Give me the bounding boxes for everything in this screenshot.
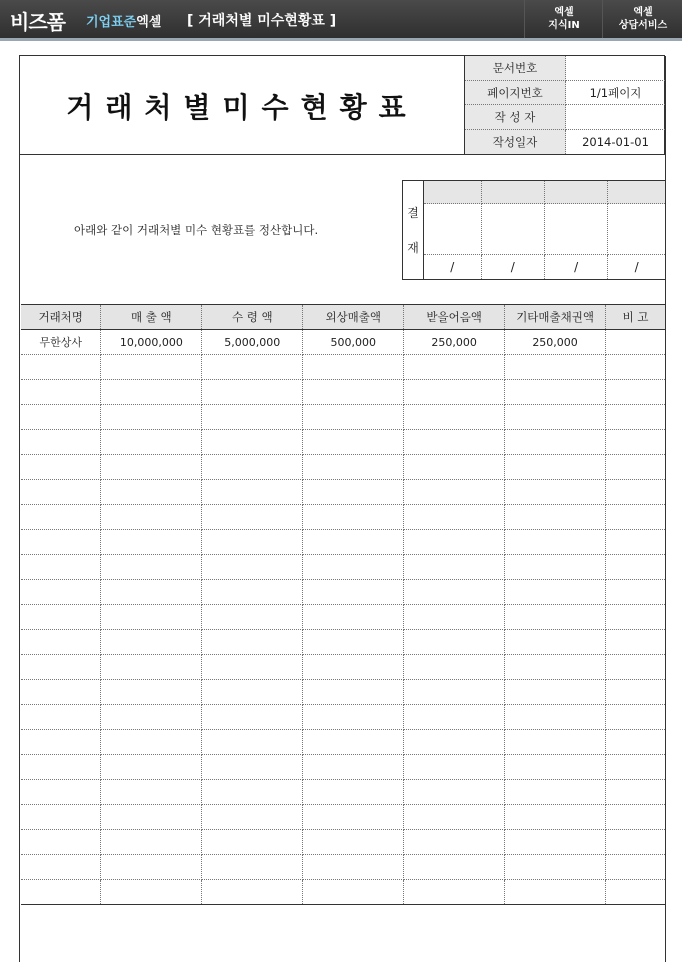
consult-service-button[interactable] bbox=[602, 0, 682, 38]
table-cell[interactable] bbox=[404, 530, 505, 555]
table-cell[interactable] bbox=[303, 555, 404, 580]
table-cell[interactable] bbox=[404, 855, 505, 880]
table-cell[interactable] bbox=[21, 530, 101, 555]
table-cell[interactable] bbox=[303, 855, 404, 880]
table-cell[interactable] bbox=[202, 880, 303, 905]
approval-date-cell[interactable]: / bbox=[544, 255, 607, 280]
table-cell[interactable] bbox=[505, 680, 606, 705]
table-cell[interactable] bbox=[202, 830, 303, 855]
table-cell[interactable] bbox=[21, 755, 101, 780]
table-cell[interactable] bbox=[303, 680, 404, 705]
table-cell[interactable] bbox=[404, 555, 505, 580]
table-cell[interactable] bbox=[21, 630, 101, 655]
meta-value[interactable] bbox=[566, 105, 666, 130]
table-cell[interactable] bbox=[606, 580, 666, 605]
table-cell[interactable] bbox=[101, 430, 202, 455]
table-cell[interactable] bbox=[404, 455, 505, 480]
table-cell[interactable] bbox=[202, 480, 303, 505]
top-bar bbox=[0, 0, 682, 41]
table-cell[interactable] bbox=[606, 630, 666, 655]
table-cell[interactable] bbox=[404, 805, 505, 830]
approval-role-cell[interactable] bbox=[481, 181, 544, 204]
table-cell[interactable] bbox=[202, 730, 303, 755]
approval-date-cell[interactable]: / bbox=[424, 255, 481, 280]
table-cell[interactable] bbox=[404, 580, 505, 605]
table-cell[interactable] bbox=[303, 755, 404, 780]
table-cell[interactable] bbox=[202, 380, 303, 405]
table-cell[interactable] bbox=[303, 655, 404, 680]
table-cell[interactable] bbox=[505, 705, 606, 730]
table-cell[interactable] bbox=[505, 480, 606, 505]
approval-sign-cell[interactable] bbox=[424, 204, 481, 255]
table-row bbox=[21, 855, 666, 880]
table-cell[interactable] bbox=[606, 680, 666, 705]
meta-value[interactable] bbox=[566, 56, 666, 80]
table-cell[interactable] bbox=[202, 505, 303, 530]
table-cell[interactable] bbox=[21, 455, 101, 480]
table-cell[interactable] bbox=[202, 805, 303, 830]
column-header: 수 령 액 bbox=[202, 305, 303, 330]
table-cell[interactable] bbox=[404, 405, 505, 430]
table-row bbox=[21, 355, 666, 380]
table-cell[interactable] bbox=[606, 605, 666, 630]
table-cell[interactable] bbox=[202, 530, 303, 555]
meta-row bbox=[465, 56, 666, 80]
table-row bbox=[21, 605, 666, 630]
table-row bbox=[21, 430, 666, 455]
table-cell[interactable] bbox=[101, 505, 202, 530]
notice-text: 아래와 같이 거래처별 미수 현황표를 정산합니다. bbox=[74, 223, 319, 237]
approval-sign-cell[interactable] bbox=[608, 204, 665, 255]
table-cell[interactable] bbox=[21, 505, 101, 530]
approval-role-cell[interactable] bbox=[544, 181, 607, 204]
table-cell[interactable] bbox=[606, 480, 666, 505]
table-cell[interactable] bbox=[404, 705, 505, 730]
table-cell[interactable] bbox=[202, 430, 303, 455]
table-cell[interactable] bbox=[606, 705, 666, 730]
approval-label-bottom: 재 bbox=[407, 241, 419, 255]
table-cell[interactable] bbox=[606, 755, 666, 780]
column-header: 비 고 bbox=[606, 305, 666, 330]
table-cell[interactable] bbox=[303, 455, 404, 480]
column-header: 매 출 액 bbox=[101, 305, 202, 330]
table-row bbox=[21, 680, 666, 705]
table-cell[interactable] bbox=[101, 555, 202, 580]
table-row bbox=[21, 805, 666, 830]
table-cell[interactable] bbox=[303, 705, 404, 730]
approval-label bbox=[403, 181, 424, 279]
table-cell[interactable] bbox=[202, 455, 303, 480]
table-cell[interactable] bbox=[101, 405, 202, 430]
table-cell[interactable]: 무한상사 bbox=[21, 330, 101, 355]
table-cell[interactable] bbox=[404, 780, 505, 805]
meta-label: 작 성 자 bbox=[465, 105, 566, 130]
table-cell[interactable] bbox=[101, 780, 202, 805]
table-cell[interactable] bbox=[21, 405, 101, 430]
table-row bbox=[21, 405, 666, 430]
table-cell[interactable]: 250,000 bbox=[505, 330, 606, 355]
bizforms-logo[interactable]: 비즈폼 bbox=[10, 10, 65, 34]
approval-table bbox=[424, 181, 665, 279]
table-cell[interactable] bbox=[21, 430, 101, 455]
table-row bbox=[21, 830, 666, 855]
table-cell[interactable] bbox=[101, 530, 202, 555]
column-header: 외상매출액 bbox=[303, 305, 404, 330]
excel-knowledge-line1: 엑셀 bbox=[554, 7, 574, 18]
table-cell[interactable] bbox=[505, 855, 606, 880]
table-cell[interactable] bbox=[606, 730, 666, 755]
table-cell[interactable] bbox=[404, 630, 505, 655]
table-row bbox=[21, 330, 666, 355]
table-cell[interactable] bbox=[101, 655, 202, 680]
table-cell[interactable] bbox=[404, 830, 505, 855]
table-cell[interactable] bbox=[101, 755, 202, 780]
table-row bbox=[21, 555, 666, 580]
table-row bbox=[21, 630, 666, 655]
meta-row bbox=[465, 80, 666, 105]
table-cell[interactable] bbox=[404, 655, 505, 680]
table-cell[interactable] bbox=[303, 480, 404, 505]
table-cell[interactable] bbox=[404, 680, 505, 705]
table-cell[interactable] bbox=[21, 380, 101, 405]
table-row bbox=[21, 480, 666, 505]
table-cell[interactable] bbox=[21, 680, 101, 705]
table-cell[interactable] bbox=[505, 455, 606, 480]
table-cell[interactable] bbox=[303, 505, 404, 530]
approval-box bbox=[402, 180, 666, 280]
table-cell[interactable] bbox=[202, 555, 303, 580]
table-cell[interactable] bbox=[21, 805, 101, 830]
table-cell[interactable] bbox=[505, 630, 606, 655]
table-cell[interactable] bbox=[202, 705, 303, 730]
approval-date-cell[interactable]: / bbox=[608, 255, 665, 280]
table-cell[interactable] bbox=[606, 405, 666, 430]
column-header: 기타매출채권액 bbox=[505, 305, 606, 330]
table-cell[interactable] bbox=[404, 505, 505, 530]
table-cell[interactable] bbox=[404, 880, 505, 905]
table-cell[interactable] bbox=[303, 880, 404, 905]
table-cell[interactable]: 5,000,000 bbox=[202, 330, 303, 355]
table-cell[interactable] bbox=[202, 655, 303, 680]
table-cell[interactable] bbox=[606, 830, 666, 855]
table-cell[interactable] bbox=[505, 655, 606, 680]
table-cell[interactable] bbox=[404, 380, 505, 405]
receivables-table bbox=[21, 304, 666, 905]
table-cell[interactable] bbox=[606, 330, 666, 355]
table-cell[interactable] bbox=[101, 730, 202, 755]
column-header: 거래처명 bbox=[21, 305, 101, 330]
table-cell[interactable] bbox=[505, 355, 606, 380]
table-cell[interactable] bbox=[21, 555, 101, 580]
table-cell[interactable]: 500,000 bbox=[303, 330, 404, 355]
table-cell[interactable]: 10,000,000 bbox=[101, 330, 202, 355]
table-cell[interactable] bbox=[404, 605, 505, 630]
table-cell[interactable] bbox=[606, 430, 666, 455]
table-cell[interactable] bbox=[202, 355, 303, 380]
table-row bbox=[21, 505, 666, 530]
table-cell[interactable] bbox=[101, 480, 202, 505]
table-cell[interactable] bbox=[101, 705, 202, 730]
table-cell[interactable] bbox=[202, 780, 303, 805]
meta-label: 문서번호 bbox=[465, 56, 566, 80]
table-cell[interactable] bbox=[101, 580, 202, 605]
table-cell[interactable] bbox=[606, 530, 666, 555]
table-cell[interactable] bbox=[505, 405, 606, 430]
table-cell[interactable] bbox=[101, 630, 202, 655]
document-meta-table bbox=[464, 56, 665, 154]
table-cell[interactable] bbox=[404, 755, 505, 780]
document-title: [ 거래처별 미수현황표 ] bbox=[187, 13, 337, 29]
subbrand bbox=[86, 11, 161, 30]
table-cell[interactable] bbox=[505, 430, 606, 455]
table-cell[interactable] bbox=[101, 680, 202, 705]
table-cell[interactable] bbox=[303, 355, 404, 380]
table-cell[interactable] bbox=[505, 830, 606, 855]
excel-knowledge-line2: 지식IN bbox=[548, 20, 580, 31]
table-cell[interactable] bbox=[505, 755, 606, 780]
table-row bbox=[21, 705, 666, 730]
approval-role-cell[interactable] bbox=[424, 181, 481, 204]
subbrand-text-b: 엑셀 bbox=[136, 15, 162, 30]
table-cell[interactable] bbox=[505, 380, 606, 405]
table-cell[interactable] bbox=[101, 455, 202, 480]
table-cell[interactable] bbox=[303, 430, 404, 455]
table-cell[interactable] bbox=[505, 805, 606, 830]
approval-label-top: 결 bbox=[407, 206, 419, 220]
subbrand-text-a: 기업표준 bbox=[86, 15, 137, 30]
meta-row bbox=[465, 105, 666, 130]
table-cell[interactable] bbox=[21, 855, 101, 880]
excel-knowledge-button[interactable] bbox=[524, 0, 603, 38]
table-row bbox=[21, 880, 666, 905]
table-cell[interactable] bbox=[303, 405, 404, 430]
table-cell[interactable] bbox=[202, 680, 303, 705]
table-row bbox=[21, 580, 666, 605]
table-cell[interactable] bbox=[202, 605, 303, 630]
table-cell[interactable] bbox=[606, 855, 666, 880]
table-cell[interactable] bbox=[21, 830, 101, 855]
table-row bbox=[21, 380, 666, 405]
table-cell[interactable] bbox=[21, 880, 101, 905]
table-cell[interactable] bbox=[303, 805, 404, 830]
meta-row bbox=[465, 130, 666, 154]
table-cell[interactable] bbox=[202, 855, 303, 880]
table-cell[interactable] bbox=[303, 605, 404, 630]
table-cell[interactable] bbox=[505, 555, 606, 580]
table-cell[interactable] bbox=[505, 580, 606, 605]
table-cell[interactable] bbox=[505, 880, 606, 905]
table-cell[interactable] bbox=[21, 355, 101, 380]
table-cell[interactable] bbox=[606, 655, 666, 680]
table-cell[interactable] bbox=[303, 530, 404, 555]
table-cell[interactable] bbox=[505, 730, 606, 755]
meta-value[interactable]: 2014-01-01 bbox=[566, 130, 666, 154]
table-cell[interactable] bbox=[21, 655, 101, 680]
table-cell[interactable] bbox=[101, 830, 202, 855]
table-row bbox=[21, 530, 666, 555]
table-cell[interactable] bbox=[606, 505, 666, 530]
table-cell[interactable] bbox=[505, 780, 606, 805]
table-cell[interactable] bbox=[303, 630, 404, 655]
table-cell[interactable] bbox=[606, 880, 666, 905]
report-title: 거래처별미수현황표 bbox=[66, 91, 418, 124]
table-cell[interactable] bbox=[21, 730, 101, 755]
table-cell[interactable] bbox=[21, 780, 101, 805]
consult-service-line2: 상담서비스 bbox=[618, 20, 668, 31]
table-cell[interactable] bbox=[606, 780, 666, 805]
table-cell[interactable] bbox=[202, 405, 303, 430]
table-cell[interactable] bbox=[202, 630, 303, 655]
table-cell[interactable] bbox=[21, 605, 101, 630]
page-frame-left bbox=[19, 56, 20, 962]
table-cell[interactable] bbox=[101, 855, 202, 880]
table-cell[interactable]: 250,000 bbox=[404, 330, 505, 355]
table-cell[interactable] bbox=[21, 705, 101, 730]
table-cell[interactable] bbox=[404, 730, 505, 755]
table-cell[interactable] bbox=[606, 805, 666, 830]
approval-sign-cell[interactable] bbox=[544, 204, 607, 255]
table-cell[interactable] bbox=[21, 480, 101, 505]
table-cell[interactable] bbox=[303, 730, 404, 755]
table-cell[interactable] bbox=[404, 480, 505, 505]
table-cell[interactable] bbox=[101, 380, 202, 405]
approval-sign-cell[interactable] bbox=[481, 204, 544, 255]
table-cell[interactable] bbox=[606, 355, 666, 380]
table-cell[interactable] bbox=[303, 830, 404, 855]
table-cell[interactable] bbox=[202, 580, 303, 605]
table-cell[interactable] bbox=[303, 780, 404, 805]
table-row bbox=[21, 455, 666, 480]
table-cell[interactable] bbox=[101, 355, 202, 380]
meta-label: 페이지번호 bbox=[465, 80, 566, 105]
table-cell[interactable] bbox=[606, 555, 666, 580]
table-cell[interactable] bbox=[101, 805, 202, 830]
table-row bbox=[21, 730, 666, 755]
meta-value[interactable]: 1/1페이지 bbox=[566, 80, 666, 105]
table-row bbox=[21, 655, 666, 680]
table-cell[interactable] bbox=[303, 580, 404, 605]
table-cell[interactable] bbox=[606, 455, 666, 480]
table-cell[interactable] bbox=[505, 505, 606, 530]
table-row bbox=[21, 755, 666, 780]
meta-label: 작성일자 bbox=[465, 130, 566, 154]
consult-service-line1: 엑셀 bbox=[633, 7, 653, 18]
table-cell[interactable] bbox=[404, 355, 505, 380]
table-cell[interactable] bbox=[101, 880, 202, 905]
table-row bbox=[21, 780, 666, 805]
table-cell[interactable] bbox=[404, 430, 505, 455]
table-cell[interactable] bbox=[505, 530, 606, 555]
table-cell[interactable] bbox=[101, 605, 202, 630]
approval-role-cell[interactable] bbox=[608, 181, 665, 204]
table-cell[interactable] bbox=[202, 755, 303, 780]
table-cell[interactable] bbox=[606, 380, 666, 405]
table-cell[interactable] bbox=[21, 580, 101, 605]
table-cell[interactable] bbox=[303, 380, 404, 405]
column-header: 받을어음액 bbox=[404, 305, 505, 330]
approval-date-cell[interactable]: / bbox=[481, 255, 544, 280]
table-cell[interactable] bbox=[505, 605, 606, 630]
report-header bbox=[19, 55, 665, 155]
